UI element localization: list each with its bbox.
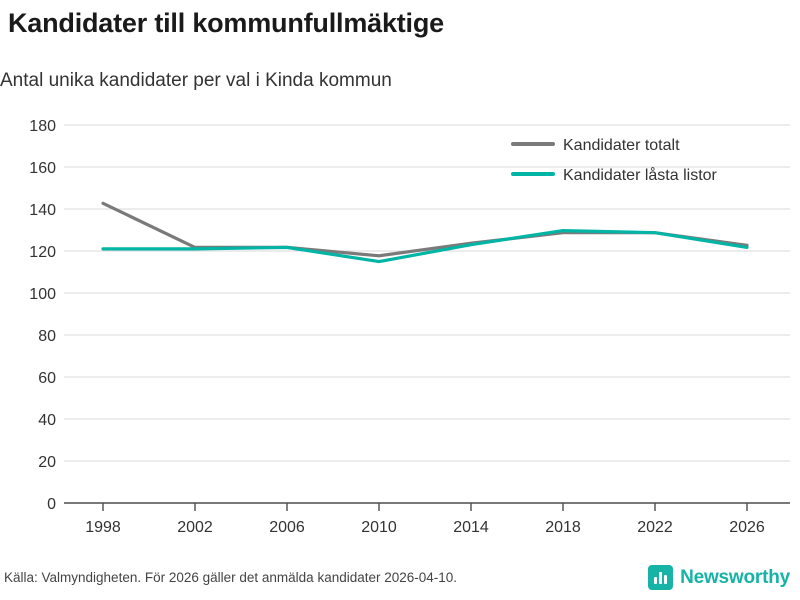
page-title: Kandidater till kommunfullmäktige [8,8,444,38]
x-axis-ticks [103,503,747,511]
y-tick-label: 100 [29,286,56,303]
y-tick-label: 0 [47,496,56,513]
brand-logo [648,565,790,590]
y-tick-label: 120 [29,244,56,261]
x-tick-label: 2010 [361,519,397,536]
chart-subtitle: Antal unika kandidater per val i Kinda kommun [0,70,392,91]
x-tick-label: 2018 [545,519,581,536]
x-tick-label: 2006 [269,519,305,536]
y-tick-label: 20 [38,454,56,471]
legend-label-total: Kandidater totalt [563,137,680,154]
y-tick-label: 140 [29,202,56,219]
x-axis-tick-labels [85,519,765,536]
x-tick-label: 2026 [729,519,765,536]
x-tick-label: 2002 [177,519,213,536]
y-tick-label: 80 [38,328,56,345]
y-tick-label: 160 [29,160,56,177]
line-chart [0,112,800,552]
bar-chart-icon [648,565,673,590]
y-tick-label: 180 [29,118,56,135]
chart-plot-area [0,112,800,552]
legend-label-locked: Kandidater låsta listor [563,167,717,184]
x-tick-label: 2014 [453,519,489,536]
chart-legend [513,137,718,184]
y-tick-label: 40 [38,412,56,429]
y-axis-tick-labels [29,118,56,513]
x-tick-label: 2022 [637,519,673,536]
y-tick-label: 60 [38,370,56,387]
source-note: Källa: Valmyndigheten. För 2026 gäller det anmälda kandidater 2026-04-10. [4,570,458,585]
brand-name: Newsworthy [680,566,790,588]
x-tick-label: 1998 [85,519,121,536]
